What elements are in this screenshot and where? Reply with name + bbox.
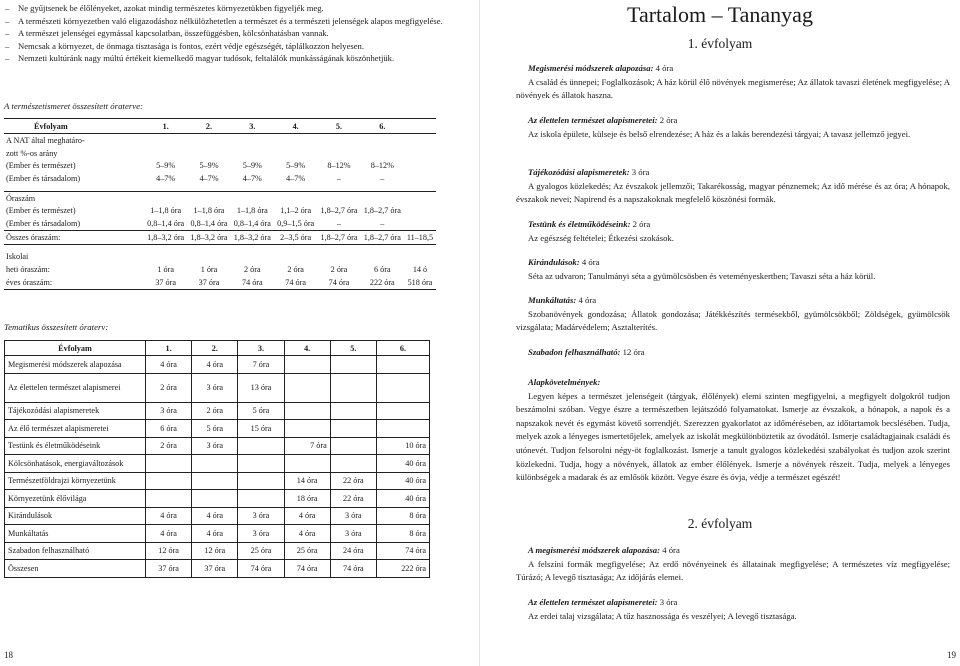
table-cell: 5–9%	[242, 161, 262, 171]
table-cell: 10 óra	[376, 437, 429, 455]
table-cell: 15 óra	[238, 420, 284, 438]
table-cell: 1 óra	[200, 265, 218, 275]
table-row	[5, 507, 430, 525]
table-cell: Összes óraszám:	[4, 230, 144, 244]
table-row	[5, 420, 430, 438]
table-row	[5, 542, 430, 560]
table-cell: 4–7%	[156, 173, 176, 183]
topic-section	[516, 294, 950, 335]
table-cell: 4 óra	[146, 507, 192, 525]
table-cell: 1,8–3,2 óra	[187, 230, 230, 244]
table-cell: 3 óra	[192, 373, 238, 402]
table-cell	[330, 373, 376, 402]
topic-section	[516, 62, 950, 103]
table-cell: éves óraszám:	[4, 276, 144, 289]
table-cell: 1,8–2,7 óra	[361, 230, 404, 244]
topic-body: A család és ünnepei; Foglalkozások; A ház körül élő növények megismerése; Az állatok tavaszi életének megfigyelése; A növények és állatok haszna.	[516, 76, 950, 101]
table-cell: 4 óra	[192, 525, 238, 543]
topic-hours: 12 óra	[622, 347, 645, 357]
table-cell: 37 óra	[144, 276, 187, 289]
table-row	[4, 217, 436, 230]
table-cell: 1,8–2,7 óra	[317, 230, 360, 244]
table-header-cell: 2.	[187, 119, 230, 134]
row-label: Testünk és életműködéseink	[5, 437, 146, 455]
table-header-cell: 6.	[361, 119, 404, 134]
table-row	[4, 147, 436, 160]
table-row	[5, 472, 430, 490]
topic-hours: 4 óra	[578, 295, 597, 305]
table-cell	[330, 356, 376, 374]
table-cell: 40 óra	[376, 490, 429, 508]
table-cell	[146, 455, 192, 473]
table-cell: 0,8–1,4 óra	[190, 218, 228, 228]
table-cell: 4 óra	[146, 525, 192, 543]
topic-section	[516, 256, 950, 283]
grade2-heading: 2. évfolyam	[687, 516, 753, 531]
bullet-item: – Ne gyűjtsenek be élőlényeket, azokat mindig természetes környezetükben figyeljék meg.	[5, 3, 324, 13]
table-header-cell: 6.	[376, 341, 429, 356]
table-header-cell: 1.	[144, 119, 187, 134]
table-header-cell: 3.	[238, 341, 284, 356]
table-cell: (Ember és társadalom)	[6, 173, 81, 183]
table-cell: 24 óra	[330, 542, 376, 560]
table-cell: 5–9%	[156, 161, 176, 171]
topic-hours: 2 óra	[659, 115, 678, 125]
table-cell: 2 óra	[146, 437, 192, 455]
row-label: Kirándulások	[5, 507, 146, 525]
row-label: Munkáltatás	[5, 525, 146, 543]
table-cell	[376, 356, 429, 374]
table-cell: 22 óra	[330, 472, 376, 490]
grade1-heading: 1. évfolyam	[687, 36, 753, 51]
table-cell	[330, 437, 376, 455]
table-cell: 1–1,8 óra	[236, 206, 268, 216]
table-cell	[238, 455, 284, 473]
table-cell: 74 óra	[330, 560, 376, 578]
table-cell: 0,8–1,4 óra	[233, 218, 271, 228]
table-cell: 37 óra	[192, 560, 238, 578]
page-title: Tartalom – Tananyag	[627, 2, 813, 27]
table-row	[5, 437, 430, 455]
topic-body: Az egészség feltételei; Étkezési szokások.	[528, 232, 674, 243]
table-header-cell: 4.	[274, 119, 317, 134]
table-cell: 8–12%	[327, 161, 351, 171]
topic-body: Legyen képes a természet jelenségeit (tárgyak, élőlények) elemi szinten megfigyelni, a megfigyelt dolgokról tudjon beszámolni szóban. Vegye észre a természetben lejátszódó folyamatokat. Ismerje az évszakok, a hónapok, a napok és a napszakok nevét és egymást követő sorrendjét. Szerezzen gyakorlatot az időméréseben, az időtartamok becslésében. Tudja, melyek azok a lényeges ismertetőjelek, amelyek az iskolát megkülönböztetik az óvodától. Ismerje családtagjainak családi és utónevét. Tudjon felsorolni négy-öt foglalkozást. Ismerje a tanult gyalogos közlekedési szabályokat és tudjon azok szerint közlekedni. Tudja, hogy a növények, állatok az ember élőlények. Ismerje a növények részeit. Tudja, melyek a lényeges különbségek a madarak és az emlősök között. Vegye észre és óvja, védje a természet egészét!	[516, 390, 950, 483]
topic-body: Az iskola épülete, külseje és belső elrendezése; A ház és a lakás berendezési tárgyai; A tavasz jellemző jegyei.	[528, 128, 911, 139]
bullet-list	[4, 2, 444, 65]
table1-title: A természetismeret összesített óraterve:	[4, 101, 144, 111]
table-cell: 18 óra	[284, 490, 330, 508]
page-number-left: 18	[4, 650, 13, 660]
table-cell: 37 óra	[146, 560, 192, 578]
table-cell: 6 óra	[146, 420, 192, 438]
table-cell	[284, 373, 330, 402]
table-cell: 8–12%	[370, 161, 394, 171]
table-cell	[284, 402, 330, 420]
table-cell: 74 óra	[231, 276, 274, 289]
table-cell: 22 óra	[330, 490, 376, 508]
table-cell: 25 óra	[284, 542, 330, 560]
topic-heading: Az élettelen természet alapismeretei:	[528, 115, 658, 125]
table-header-row	[4, 119, 436, 134]
table-cell	[238, 437, 284, 455]
table-row	[5, 490, 430, 508]
topic-heading: Megismerési módszerek alapozása:	[528, 63, 654, 73]
table-cell: 5 óra	[192, 420, 238, 438]
thematic-table	[4, 340, 430, 578]
table-cell: 4–7%	[199, 173, 219, 183]
table-cell: –	[336, 218, 342, 228]
topic-body: Az erdei talaj vizsgálata; A tűz hasznossága és veszélyei; A levegő tisztasága.	[528, 610, 797, 621]
topic-heading: Munkáltatás:	[528, 295, 577, 305]
table-cell: 13 óra	[238, 373, 284, 402]
table-cell	[146, 472, 192, 490]
table-cell: 12 óra	[146, 542, 192, 560]
row-label: Az élő természet alapismeretei	[5, 420, 146, 438]
table-cell: 2 óra	[287, 265, 304, 275]
topic-section	[516, 114, 950, 141]
topic-heading: Az élettelen természet alapismeretei:	[528, 597, 658, 607]
row-label: Az élettelen természet alapismerei	[5, 373, 146, 402]
table-header-cell: 4.	[284, 341, 330, 356]
row-label: Környezetünk élővilága	[5, 490, 146, 508]
topic-body: Séta az udvaron; Tanulmányi séta a gyümölcsösben és veteményeskertben; Tavaszi séta a ház körül.	[528, 270, 876, 281]
table-cell: 74 óra	[317, 276, 360, 289]
bullet-item: – Nemzeti kultúránk nagy múltú értékeit kiemelkedő magyar tudósok, feltalálók munkásságának köszönhetjük.	[5, 53, 395, 64]
table-cell: 1,8–3,2 óra	[144, 230, 187, 244]
table-header-cell: 1.	[146, 341, 192, 356]
table-cell: 0,9–1,5 óra	[277, 218, 315, 228]
topic-heading: Szabadon felhasználható:	[528, 347, 621, 357]
table-cell	[238, 490, 284, 508]
table-cell: 1–1,8 óra	[193, 206, 225, 216]
table-header-cell: 5.	[317, 119, 360, 134]
table-header-cell: Évfolyam	[5, 341, 146, 356]
table-cell: 6 óra	[374, 265, 391, 275]
table-cell: 1–1,8 óra	[150, 206, 182, 216]
table-cell: 222 óra	[361, 276, 404, 289]
table-cell: 40 óra	[376, 472, 429, 490]
table-cell: 2 óra	[192, 402, 238, 420]
topic-section	[516, 376, 950, 485]
table-cell: 3 óra	[330, 507, 376, 525]
table-cell	[192, 455, 238, 473]
table-cell: 3 óra	[146, 402, 192, 420]
bullet-item: – A természet jelenségei egymással kapcsolatban, összefüggésben, kölcsönhatásban vannak.	[5, 28, 329, 39]
topic-section	[516, 166, 950, 207]
table-cell: 1 óra	[157, 265, 174, 275]
table-cell: (Ember és társadalom)	[6, 218, 81, 228]
topic-hours: 3 óra	[631, 167, 650, 177]
table-cell: 3 óra	[238, 525, 284, 543]
table-cell: 0,8–1,4 óra	[147, 218, 185, 228]
table-cell: 40 óra	[376, 455, 429, 473]
table-cell	[284, 455, 330, 473]
summary-table	[4, 118, 436, 290]
table-cell: 12 óra	[192, 542, 238, 560]
topic-hours: 2 óra	[632, 219, 651, 229]
table-row	[5, 455, 430, 473]
table-cell: 4–7%	[242, 173, 262, 183]
table-cell: 2 óra	[146, 373, 192, 402]
table-cell: 518 óra	[404, 276, 436, 289]
topic-heading: A megismerési módszerek alapozása:	[528, 545, 661, 555]
table-header-cell: 3.	[231, 119, 274, 134]
table-cell: 7 óra	[284, 437, 330, 455]
topic-section	[516, 346, 950, 360]
table-row	[4, 191, 436, 204]
table-cell: 2 óra	[330, 265, 348, 275]
table-cell: Iskolai	[6, 252, 29, 262]
table-cell: 3 óra	[330, 525, 376, 543]
table-cell: –	[380, 218, 385, 228]
table-cell	[284, 356, 330, 374]
topic-body: A felszíni formák megfigyelése; Az erdő növényeinek és állatainak megfigyelése; A természetes víz megfigyelése; Túrázó; A levegő tisztasága; Az időjárás elemei.	[516, 558, 950, 583]
table-cell: 1,8–3,2 óra	[231, 230, 274, 244]
table-cell: 74 óra	[238, 560, 284, 578]
table-cell: 3 óra	[192, 437, 238, 455]
topic-heading: Testünk és életműködéseink:	[528, 219, 631, 229]
table-cell	[238, 472, 284, 490]
table-header-cell	[404, 119, 436, 134]
topic-heading: Kirándulások:	[528, 257, 580, 267]
row-label: Szabadon felhasználható	[5, 542, 146, 560]
table-cell: 4–7%	[286, 173, 306, 183]
table-cell	[146, 490, 192, 508]
table-cell: 5–9%	[286, 161, 306, 171]
table-cell: 11–18,5	[404, 230, 436, 244]
table2-title: Tematikus összesített óraterv:	[4, 322, 109, 332]
table-row	[4, 204, 436, 217]
table-cell: 2 óra	[244, 265, 261, 275]
table-row	[5, 373, 430, 402]
table-row	[4, 159, 436, 172]
table-cell: 7 óra	[238, 356, 284, 374]
row-label: Kölcsönhatások, energiaváltozások	[5, 455, 146, 473]
table-row	[4, 276, 436, 289]
table-row	[4, 230, 436, 244]
table-cell	[330, 402, 376, 420]
table-row	[5, 402, 430, 420]
table-cell: 74 óra	[284, 560, 330, 578]
table-cell: 8 óra	[376, 525, 429, 543]
row-label: Megismerési módszerek alapozása	[5, 356, 146, 374]
table-cell	[330, 455, 376, 473]
table-cell: 4 óra	[192, 356, 238, 374]
table-row	[5, 525, 430, 543]
table-cell: 1,8–2,7 óra	[363, 206, 401, 216]
topic-body: A gyalogos közlekedés; Az évszakok jellemzői; Takarékosság, magyar pénznemek; Az idő mérése és az óra; A hónapok, évszakok nevei; Napirend és a napszakoknak megfelelő köszönési formák.	[516, 180, 950, 205]
table-header-cell: Évfolyam	[4, 119, 144, 134]
table-cell: 74 óra	[376, 542, 429, 560]
topic-section	[516, 596, 950, 623]
table-cell: 5 óra	[238, 402, 284, 420]
table-header-cell: 2.	[192, 341, 238, 356]
table-row	[4, 172, 436, 185]
topic-heading: Tájékozódási alapismeretek:	[528, 167, 630, 177]
table-row	[4, 134, 436, 147]
right-page	[480, 0, 960, 666]
table-cell: 37 óra	[187, 276, 230, 289]
table-cell	[330, 420, 376, 438]
topic-hours: 3 óra	[659, 597, 678, 607]
table-cell: 4 óra	[192, 507, 238, 525]
table-row	[5, 560, 430, 578]
table-cell: 4 óra	[284, 525, 330, 543]
table-header-row	[5, 341, 430, 356]
table-row	[4, 263, 436, 276]
table-cell: Óraszám	[4, 191, 144, 204]
topic-hours: 4 óra	[662, 545, 680, 555]
table-cell: 2–3,5 óra	[274, 230, 317, 244]
table-cell: 74 óra	[274, 276, 317, 289]
table-cell: 222 óra	[376, 560, 429, 578]
bullet-item: – A természeti környezetben való eligazodáshoz nélkülözhetetlen a természet és a természeti jelenségek alapos megfigyelése.	[5, 15, 443, 26]
table-cell: 8 óra	[376, 507, 429, 525]
table-cell: 4 óra	[146, 356, 192, 374]
topic-hours: 4 óra	[581, 257, 600, 267]
table-cell: (Ember és természet)	[6, 161, 76, 171]
topic-heading: Alapkövetelmények:	[528, 377, 601, 387]
table-cell	[376, 402, 429, 420]
table-cell: 5–9%	[199, 161, 219, 171]
table-cell: A NAT által meghatáro-	[6, 135, 85, 145]
topic-hours: 4 óra	[655, 63, 674, 73]
page-number-right: 19	[947, 650, 956, 660]
table-cell: 3 óra	[238, 507, 284, 525]
table-cell: 1,1–2 óra	[280, 206, 312, 216]
table-cell	[192, 472, 238, 490]
row-label: Összesen	[5, 560, 146, 578]
table-cell: 4 óra	[284, 507, 330, 525]
table-header-cell: 5.	[330, 341, 376, 356]
table-cell: –	[336, 173, 342, 183]
table-cell: 14 ó	[412, 265, 428, 275]
thematic-table-body	[5, 356, 430, 578]
table-cell	[376, 420, 429, 438]
table-row	[5, 356, 430, 374]
topic-section	[516, 218, 950, 245]
table-cell: heti óraszám:	[6, 265, 50, 275]
table-row	[4, 251, 436, 264]
table-cell: –	[380, 173, 385, 183]
table-cell: zott %-os arány	[6, 148, 58, 158]
row-label: Természetföldrajzi környezetünk	[5, 472, 146, 490]
table-cell	[284, 420, 330, 438]
bullet-item: – Nemcsak a környezet, de önmaga tisztasága is fontos, ezért védje egészségét, táplálkozzon helyesen.	[5, 40, 364, 51]
topic-section	[516, 544, 950, 585]
row-label: Tájékozódási alapismeretek	[5, 402, 146, 420]
table-cell	[192, 490, 238, 508]
table-cell: 14 óra	[284, 472, 330, 490]
table-cell: (Ember és természet)	[6, 206, 76, 216]
table-cell: 1,8–2,7 óra	[320, 206, 358, 216]
table-cell	[376, 373, 429, 402]
topic-body: Szobanövények gondozása; Állatok gondozása; Játékkészítés termésekből, gyümölcsökből; Zöldségek, gyümölcsök vizsgálata; Madárvédelem; Asztalterítés.	[516, 308, 950, 333]
table-cell: 25 óra	[238, 542, 284, 560]
